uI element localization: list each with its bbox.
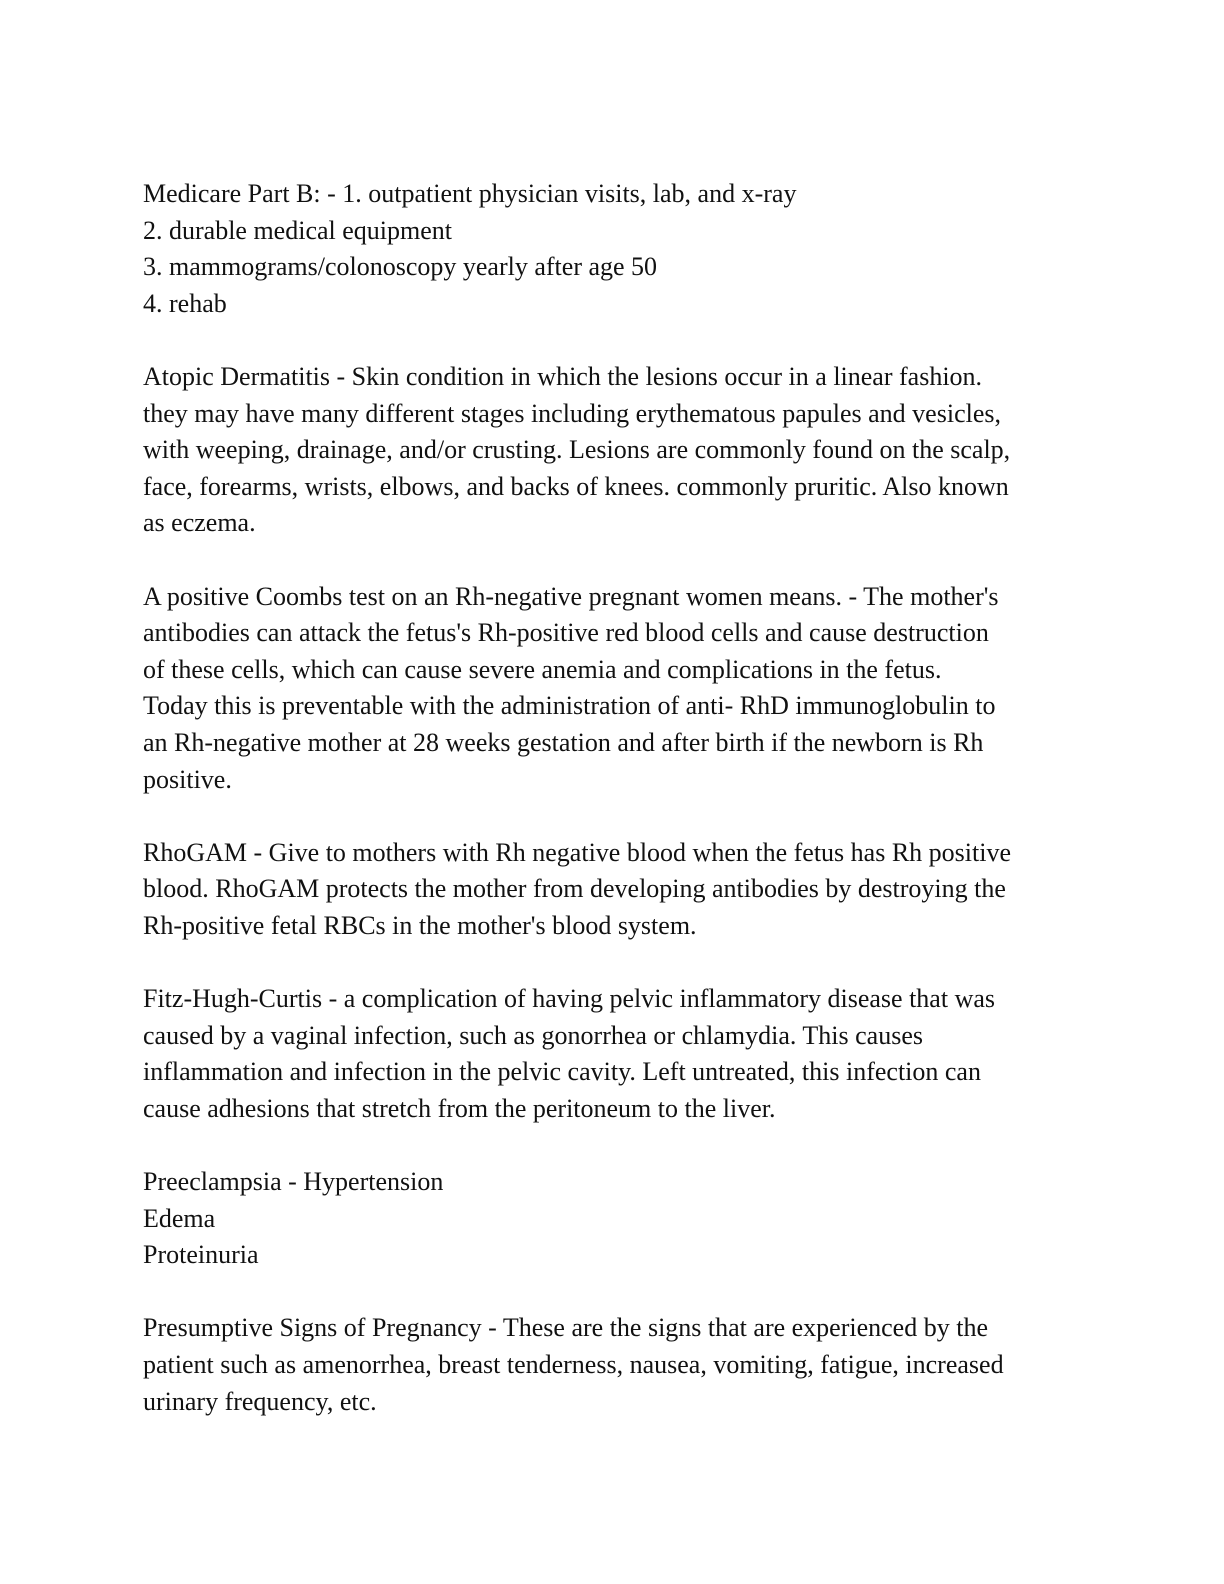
text-line: Rh-positive fetal RBCs in the mother's blood system.	[143, 910, 697, 940]
text-line: urinary frequency, etc.	[143, 1386, 377, 1416]
page-content	[143, 176, 1103, 1457]
text-line: of these cells, which can cause severe anemia and complications in the fetus.	[143, 654, 942, 684]
text-line: an Rh-negative mother at 28 weeks gestation and after birth if the newborn is Rh	[143, 727, 984, 757]
text-line: face, forearms, wrists, elbows, and backs of knees. commonly pruritic. Also known	[143, 471, 1009, 501]
entry-coombs-test	[143, 579, 1103, 799]
text-line: inflammation and infection in the pelvic cavity. Left untreated, this infection can	[143, 1057, 981, 1087]
text-line: A positive Coombs test on an Rh-negative pregnant women means. - The mother's	[143, 581, 999, 611]
text-line: patient such as amenorrhea, breast tenderness, nausea, vomiting, fatigue, increased	[143, 1350, 1004, 1379]
text-line: caused by a vaginal infection, such as gonorrhea or chlamydia. This causes	[143, 1020, 923, 1050]
entry-medicare-part-b	[143, 176, 1103, 322]
text-line: with weeping, drainage, and/or crusting. Lesions are commonly found on the scalp,	[143, 435, 1011, 465]
text-line: Presumptive Signs of Pregnancy - These are the signs that are experienced by the	[143, 1313, 988, 1343]
text-line: RhoGAM - Give to mothers with Rh negative blood when the fetus has Rh positive	[143, 837, 1012, 867]
entry-preeclampsia	[143, 1164, 1103, 1274]
entry-presumptive-signs	[143, 1310, 1103, 1420]
text-line: positive.	[143, 764, 232, 794]
text-line: Atopic Dermatitis - Skin condition in which the lesions occur in a linear fashion.	[143, 361, 983, 391]
text-line: Preeclampsia - Hypertension	[143, 1167, 444, 1197]
text-line: Fitz-Hugh-Curtis - a complication of having pelvic inflammatory disease that was	[143, 984, 996, 1014]
text-line: Medicare Part B: - 1. outpatient physician visits, lab, and x-ray	[143, 179, 797, 208]
text-line: 2. durable medical equipment	[143, 215, 453, 245]
text-line: Edema	[143, 1203, 216, 1233]
text-line: cause adhesions that stretch from the peritoneum to the liver.	[143, 1093, 776, 1123]
entry-rhogam	[143, 835, 1103, 945]
entry-atopic-dermatitis	[143, 359, 1103, 542]
text-line: Proteinuria	[143, 1240, 259, 1270]
text-line: blood. RhoGAM protects the mother from developing antibodies by destroying the	[143, 874, 1006, 904]
text-line: 4. rehab	[143, 288, 227, 318]
entry-fitz-hugh-curtis	[143, 981, 1103, 1127]
text-line: as eczema.	[143, 508, 256, 538]
text-line: they may have many different stages including erythematous papules and vesicles,	[143, 398, 1001, 428]
text-line: Today this is preventable with the administration of anti- RhD immunoglobulin to	[143, 691, 996, 721]
text-line: antibodies can attack the fetus's Rh-positive red blood cells and cause destruction	[143, 618, 989, 648]
text-line: 3. mammograms/colonoscopy yearly after age 50	[143, 252, 658, 282]
